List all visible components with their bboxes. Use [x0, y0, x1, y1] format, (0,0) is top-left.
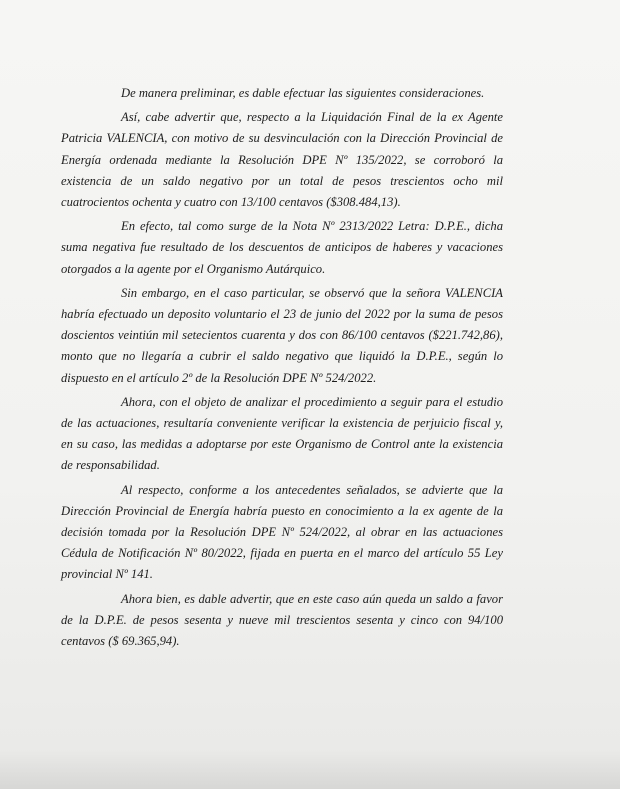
paragraph-procedure: Ahora, con el objeto de analizar el procedimiento a seguir para el estudio de las actuaciones, resultaría conveniente verificar la existencia de perjuicio fiscal y, en su caso, las medidas a adoptarse por este Organismo de Control ante la existencia de responsabilidad.	[61, 394, 503, 473]
paragraph-remaining-balance: Ahora bien, es dable advertir, que en este caso aún queda un saldo a favor de la D.P.E. de pesos sesenta y nueve mil trescientos sesenta y cinco con 94/100 centavos ($ 69.365,94).	[61, 591, 503, 649]
paragraph-final-settlement: Así, cabe advertir que, respecto a la Liquidación Final de la ex Agente Patricia VALENCIA, con motivo de su desvinculación con la Dirección Provincial de Energía ordenada mediante la Resolución DPE Nº 135/2022, se corroboró la existencia de un saldo negativo por un total de pesos trescientos ocho mil cuatrocientos ochenta y cuatro con 13/100 centavos ($308.484,13).	[61, 110, 503, 210]
paragraph-voluntary-deposit: Sin embargo, en el caso particular, se observó que la señora VALENCIA habría efectuado un deposito voluntario el 23 de junio del 2022 por la suma de pesos doscientos veintiún mil setecientos cuarenta y dos con 86/100 centavos ($221.742,86), monto que no llegaría a cubrir el saldo negativo que liquidó la D.P.E., según lo dispuesto en el artículo 2º de la Resolución DPE Nº 524/2022.	[61, 285, 503, 385]
paragraph-note-reference: En efecto, tal como surge de la Nota Nº 2313/2022 Letra: D.P.E., dicha suma negativa fue resultado de los descuentos de anticipos de haberes y vacaciones otorgados a la agente por el Organismo Autárquico.	[61, 219, 503, 276]
paragraph-notification: Al respecto, conforme a los antecedentes señalados, se advierte que la Dirección Provincial de Energía habría puesto en conocimiento a la ex agente de la decisión tomada por la Resolución DPE Nº 524/2022, al obrar en las actuaciones Cédula de Notificación Nº 80/2022, fijada en puerta en el marco del artículo 55 Ley provincial Nº 141.	[61, 482, 503, 582]
document-body	[61, 83, 503, 655]
paragraph-preliminary: De manera preliminar, es dable efectuar las siguientes consideraciones.	[121, 86, 485, 100]
